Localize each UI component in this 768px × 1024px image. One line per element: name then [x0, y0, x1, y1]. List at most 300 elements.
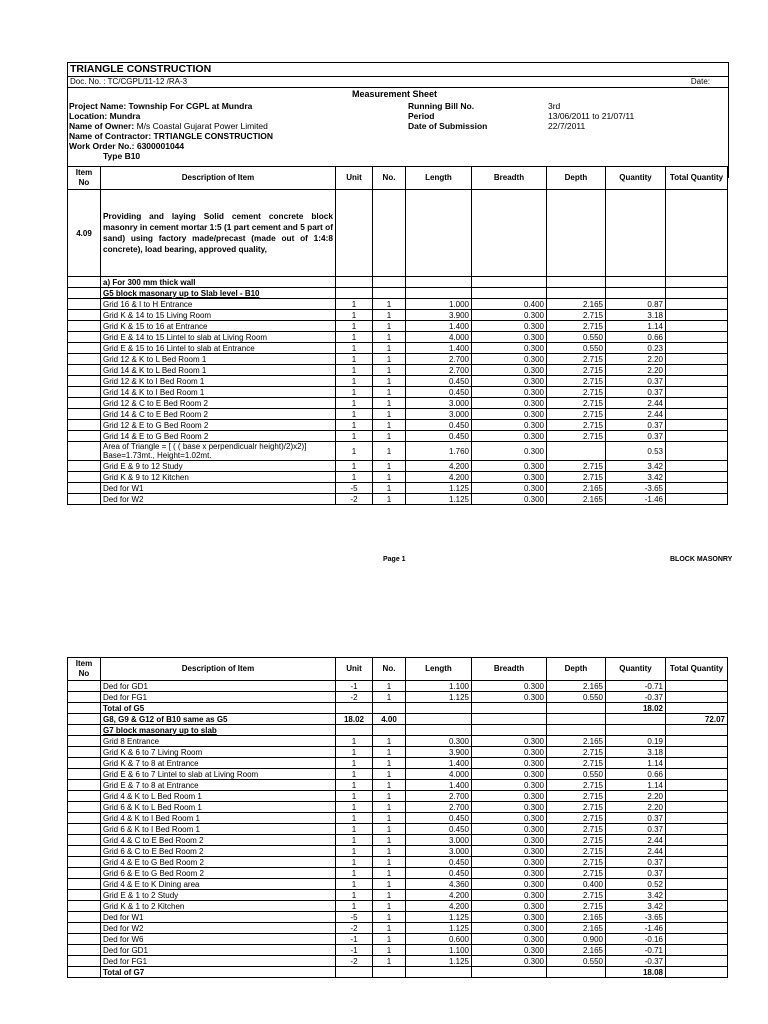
quantity-cell — [606, 288, 666, 299]
length-cell — [406, 725, 472, 736]
unit-cell: -1 — [336, 681, 373, 692]
depth-cell: 2.715 — [547, 472, 606, 483]
no-cell: 1 — [373, 365, 406, 376]
item-no-cell — [68, 857, 101, 868]
total-quantity-cell — [666, 791, 728, 802]
column-header: Description of Item — [101, 658, 336, 681]
table-row — [68, 868, 728, 879]
table-row — [68, 692, 728, 703]
unit-cell: 1 — [336, 835, 373, 846]
unit-cell: 1 — [336, 890, 373, 901]
breadth-cell: 0.300 — [472, 934, 547, 945]
unit-cell: 1 — [336, 868, 373, 879]
depth-cell: 2.715 — [547, 431, 606, 442]
column-header: Depth — [547, 658, 606, 681]
depth-cell: 2.715 — [547, 791, 606, 802]
description-cell: Grid 12 & K to L Bed Room 1 — [101, 354, 336, 365]
quantity-cell: 0.37 — [606, 376, 666, 387]
no-cell: 1 — [373, 747, 406, 758]
quantity-cell — [606, 725, 666, 736]
total-quantity-cell: 72.07 — [666, 714, 728, 725]
depth-cell — [547, 442, 606, 461]
description-cell: Grid 14 & C to E Bed Room 2 — [101, 409, 336, 420]
depth-cell: 2.715 — [547, 857, 606, 868]
unit-cell: 1 — [336, 802, 373, 813]
table-row — [68, 461, 728, 472]
length-cell: 2.700 — [406, 365, 472, 376]
item-no-cell — [68, 912, 101, 923]
quantity-cell: 0.53 — [606, 442, 666, 461]
depth-cell: 2.715 — [547, 365, 606, 376]
column-header: Breadth — [472, 167, 547, 190]
breadth-cell: 0.300 — [472, 835, 547, 846]
description-cell: Grid 6 & K to I Bed Room 1 — [101, 824, 336, 835]
total-quantity-cell — [666, 409, 728, 420]
item-no-cell — [68, 956, 101, 967]
owner — [69, 121, 268, 131]
table-header-row — [68, 167, 728, 190]
depth-cell: 0.550 — [547, 332, 606, 343]
unit-cell: 1 — [336, 846, 373, 857]
unit-cell: 1 — [336, 376, 373, 387]
item-no-cell — [68, 409, 101, 420]
total-quantity-cell — [666, 494, 728, 505]
unit-cell: 1 — [336, 332, 373, 343]
length-cell: 0.300 — [406, 736, 472, 747]
total-quantity-cell — [666, 780, 728, 791]
table-row — [68, 409, 728, 420]
project-info — [68, 87, 728, 178]
item-no-cell — [68, 494, 101, 505]
description-cell: Grid 4 & K to L Bed Room 1 — [101, 791, 336, 802]
depth-cell: 2.715 — [547, 310, 606, 321]
length-cell: 4.000 — [406, 769, 472, 780]
breadth-cell — [472, 714, 547, 725]
description-cell: Grid 8 Entrance — [101, 736, 336, 747]
no-cell: 1 — [373, 692, 406, 703]
table-row — [68, 714, 728, 725]
quantity-cell: -0.71 — [606, 681, 666, 692]
no-cell: 1 — [373, 923, 406, 934]
quantity-cell: 2.20 — [606, 365, 666, 376]
quantity-cell: 3.42 — [606, 472, 666, 483]
no-cell: 1 — [373, 681, 406, 692]
depth-cell: 2.715 — [547, 409, 606, 420]
no-cell: 1 — [373, 321, 406, 332]
total-quantity-cell — [666, 813, 728, 824]
breadth-cell: 0.300 — [472, 912, 547, 923]
breadth-cell: 0.300 — [472, 868, 547, 879]
description-cell: Total of G7 — [101, 967, 336, 978]
length-cell: 4.200 — [406, 901, 472, 912]
quantity-cell: 0.23 — [606, 343, 666, 354]
length-cell: 0.450 — [406, 387, 472, 398]
owner-label: Name of Owner: — [69, 121, 135, 131]
running-bill-label: Running Bill No. — [408, 101, 475, 111]
owner-value: M/s Coastal Gujarat Power Limited — [136, 121, 268, 131]
length-cell — [406, 277, 472, 288]
length-cell: 4.200 — [406, 890, 472, 901]
page-number: Page 1 — [383, 556, 406, 563]
column-header: Description of Item — [101, 167, 336, 190]
total-quantity-cell — [666, 365, 728, 376]
item-no-cell — [68, 714, 101, 725]
table-row — [68, 758, 728, 769]
table-row — [68, 945, 728, 956]
empty-cell — [666, 190, 728, 277]
item-no-cell — [68, 472, 101, 483]
quantity-cell: 18.02 — [606, 703, 666, 714]
table-row — [68, 967, 728, 978]
quantity-cell — [606, 714, 666, 725]
total-quantity-cell — [666, 857, 728, 868]
length-cell: 1.760 — [406, 442, 472, 461]
quantity-cell: -0.37 — [606, 692, 666, 703]
no-cell: 1 — [373, 310, 406, 321]
table-row — [68, 376, 728, 387]
length-cell — [406, 288, 472, 299]
depth-cell: 2.165 — [547, 483, 606, 494]
item-no-cell — [68, 365, 101, 376]
depth-cell: 2.165 — [547, 912, 606, 923]
breadth-cell: 0.300 — [472, 354, 547, 365]
measurement-table-page-1 — [67, 166, 728, 505]
description-cell: Grid 4 & E to K Dining area — [101, 879, 336, 890]
table-row — [68, 736, 728, 747]
total-quantity-cell — [666, 945, 728, 956]
table-row — [68, 354, 728, 365]
quantity-cell: 0.66 — [606, 332, 666, 343]
total-quantity-cell — [666, 332, 728, 343]
no-cell: 1 — [373, 431, 406, 442]
quantity-cell: 1.14 — [606, 758, 666, 769]
length-cell — [406, 714, 472, 725]
total-quantity-cell — [666, 890, 728, 901]
column-header: Quantity — [606, 167, 666, 190]
item-no-cell — [68, 376, 101, 387]
no-cell: 1 — [373, 901, 406, 912]
unit-cell: 1 — [336, 387, 373, 398]
description-cell: Area of Triangle = [ ( ( base x perpendicualr height)/2)x2)] Base=1.73mt., Height=1.02mt. — [101, 442, 336, 461]
item-no-cell — [68, 703, 101, 714]
unit-cell: 1 — [336, 343, 373, 354]
breadth-cell: 0.300 — [472, 813, 547, 824]
depth-cell: 2.715 — [547, 461, 606, 472]
item-no-cell — [68, 398, 101, 409]
unit-cell: 1 — [336, 824, 373, 835]
unit-cell: 1 — [336, 431, 373, 442]
quantity-cell: 2.20 — [606, 354, 666, 365]
description-cell: Total of G5 — [101, 703, 336, 714]
depth-cell: 2.715 — [547, 802, 606, 813]
depth-cell: 2.715 — [547, 890, 606, 901]
breadth-cell: 0.300 — [472, 945, 547, 956]
total-quantity-cell — [666, 398, 728, 409]
empty-cell — [406, 190, 472, 277]
type-label: Type B10 — [103, 151, 141, 161]
no-cell — [373, 725, 406, 736]
table-row — [68, 890, 728, 901]
period-value: 13/06/2011 to 21/07/11 — [548, 111, 635, 121]
total-quantity-cell — [666, 879, 728, 890]
quantity-cell: 0.37 — [606, 824, 666, 835]
table-row — [68, 934, 728, 945]
description-cell: Grid E & 7 to 8 at Entrance — [101, 780, 336, 791]
description-cell: Grid K & 15 to 16 at Entrance — [101, 321, 336, 332]
total-quantity-cell — [666, 934, 728, 945]
empty-cell — [336, 190, 373, 277]
total-quantity-cell — [666, 288, 728, 299]
description-cell: Ded for GD1 — [101, 945, 336, 956]
table-row — [68, 835, 728, 846]
sheet-header — [67, 62, 729, 178]
quantity-cell: -1.46 — [606, 494, 666, 505]
item-no-cell — [68, 934, 101, 945]
quantity-cell: 0.37 — [606, 868, 666, 879]
submission-value: 22/7/2011 — [548, 121, 586, 131]
column-header: Length — [406, 658, 472, 681]
description-cell: Ded for W6 — [101, 934, 336, 945]
item-no-cell — [68, 483, 101, 494]
column-header: Length — [406, 167, 472, 190]
column-header: No. — [373, 658, 406, 681]
depth-cell — [547, 967, 606, 978]
description-cell: Grid 12 & E to G Bed Room 2 — [101, 420, 336, 431]
table-row — [68, 747, 728, 758]
breadth-cell: 0.300 — [472, 824, 547, 835]
quantity-cell: 0.52 — [606, 879, 666, 890]
breadth-cell — [472, 277, 547, 288]
item-no-cell — [68, 310, 101, 321]
description-cell: Grid E & 14 to 15 Lintel to slab at Living Room — [101, 332, 336, 343]
breadth-cell: 0.300 — [472, 310, 547, 321]
unit-cell: 1 — [336, 461, 373, 472]
no-cell: 1 — [373, 758, 406, 769]
item-no-cell — [68, 769, 101, 780]
table-row — [68, 846, 728, 857]
depth-cell — [547, 277, 606, 288]
total-quantity-cell — [666, 703, 728, 714]
depth-cell: 0.900 — [547, 934, 606, 945]
length-cell: 3.000 — [406, 398, 472, 409]
total-quantity-cell — [666, 802, 728, 813]
quantity-cell: 0.37 — [606, 387, 666, 398]
total-quantity-cell — [666, 725, 728, 736]
depth-cell: 2.715 — [547, 747, 606, 758]
table-row — [68, 277, 728, 288]
table-row — [68, 365, 728, 376]
table-header-row — [68, 658, 728, 681]
depth-cell: 2.165 — [547, 299, 606, 310]
breadth-cell: 0.300 — [472, 747, 547, 758]
breadth-cell: 0.300 — [472, 879, 547, 890]
total-quantity-cell — [666, 967, 728, 978]
table-row — [68, 431, 728, 442]
depth-cell: 2.715 — [547, 846, 606, 857]
column-header: Depth — [547, 167, 606, 190]
depth-cell: 2.715 — [547, 835, 606, 846]
table-row — [68, 703, 728, 714]
length-cell: 3.000 — [406, 409, 472, 420]
depth-cell: 2.715 — [547, 321, 606, 332]
breadth-cell: 0.300 — [472, 802, 547, 813]
unit-cell: -1 — [336, 945, 373, 956]
item-no-cell — [68, 321, 101, 332]
unit-cell: -2 — [336, 956, 373, 967]
breadth-cell: 0.300 — [472, 692, 547, 703]
unit-cell: 1 — [336, 409, 373, 420]
no-cell: 1 — [373, 420, 406, 431]
breadth-cell: 0.300 — [472, 398, 547, 409]
unit-cell: 1 — [336, 813, 373, 824]
doc-number: Doc. No. : TC/CGPL/11-12 /RA-3 — [70, 77, 188, 86]
quantity-cell: -3.65 — [606, 912, 666, 923]
length-cell: 0.450 — [406, 857, 472, 868]
no-cell — [373, 967, 406, 978]
breadth-cell: 0.300 — [472, 472, 547, 483]
length-cell: 1.125 — [406, 923, 472, 934]
quantity-cell: 2.44 — [606, 846, 666, 857]
item-no-cell — [68, 277, 101, 288]
breadth-cell: 0.300 — [472, 857, 547, 868]
total-quantity-cell — [666, 431, 728, 442]
no-cell: 1 — [373, 299, 406, 310]
length-cell: 1.125 — [406, 692, 472, 703]
no-cell: 1 — [373, 343, 406, 354]
quantity-cell: -0.16 — [606, 934, 666, 945]
length-cell: 0.450 — [406, 813, 472, 824]
total-quantity-cell — [666, 824, 728, 835]
no-cell: 1 — [373, 945, 406, 956]
depth-cell: 0.550 — [547, 692, 606, 703]
breadth-cell: 0.300 — [472, 420, 547, 431]
item-no-cell — [68, 725, 101, 736]
description-cell: Grid K & 6 to 7 Living Room — [101, 747, 336, 758]
total-quantity-cell — [666, 846, 728, 857]
table-row — [68, 791, 728, 802]
depth-cell: 2.715 — [547, 758, 606, 769]
table-row — [68, 780, 728, 791]
length-cell: 3.000 — [406, 835, 472, 846]
item-no-cell — [68, 461, 101, 472]
item-no-cell — [68, 692, 101, 703]
total-quantity-cell — [666, 912, 728, 923]
description-cell: Grid K & 7 to 8 at Entrance — [101, 758, 336, 769]
table-row — [68, 769, 728, 780]
no-cell: 1 — [373, 736, 406, 747]
breadth-cell — [472, 967, 547, 978]
unit-cell: 1 — [336, 299, 373, 310]
unit-cell: 1 — [336, 758, 373, 769]
length-cell: 1.125 — [406, 483, 472, 494]
table-row — [68, 420, 728, 431]
no-cell: 1 — [373, 868, 406, 879]
length-cell: 1.125 — [406, 494, 472, 505]
total-quantity-cell — [666, 769, 728, 780]
no-cell: 1 — [373, 846, 406, 857]
item-no-cell — [68, 387, 101, 398]
table-row — [68, 824, 728, 835]
no-cell: 1 — [373, 802, 406, 813]
depth-cell: 2.715 — [547, 398, 606, 409]
unit-cell: 1 — [336, 420, 373, 431]
quantity-cell: 3.18 — [606, 310, 666, 321]
no-cell: 1 — [373, 472, 406, 483]
description-cell: a) For 300 mm thick wall — [101, 277, 336, 288]
length-cell: 4.360 — [406, 879, 472, 890]
unit-cell: 1 — [336, 398, 373, 409]
depth-cell — [547, 725, 606, 736]
table-row — [68, 923, 728, 934]
table-row — [68, 912, 728, 923]
quantity-cell: 2.44 — [606, 835, 666, 846]
breadth-cell: 0.300 — [472, 461, 547, 472]
description-cell: Grid 4 & E to G Bed Room 2 — [101, 857, 336, 868]
depth-cell: 2.715 — [547, 813, 606, 824]
item-no-cell — [68, 791, 101, 802]
section-footer: BLOCK MASONRY — [670, 556, 733, 563]
doc-number-row — [68, 77, 728, 87]
length-cell: 0.450 — [406, 420, 472, 431]
quantity-cell — [606, 277, 666, 288]
breadth-cell: 0.400 — [472, 299, 547, 310]
total-quantity-cell — [666, 387, 728, 398]
length-cell: 1.400 — [406, 343, 472, 354]
unit-cell: 18.02 — [336, 714, 373, 725]
no-cell: 1 — [373, 483, 406, 494]
depth-cell: 2.165 — [547, 736, 606, 747]
description-cell: Ded for GD1 — [101, 681, 336, 692]
length-cell: 1.400 — [406, 321, 472, 332]
no-cell: 1 — [373, 934, 406, 945]
length-cell: 4.000 — [406, 332, 472, 343]
table-row — [68, 387, 728, 398]
breadth-cell: 0.300 — [472, 846, 547, 857]
item-no-cell — [68, 332, 101, 343]
no-cell: 4.00 — [373, 714, 406, 725]
table-row — [68, 483, 728, 494]
length-cell: 2.700 — [406, 354, 472, 365]
table-row — [68, 725, 728, 736]
length-cell: 0.450 — [406, 868, 472, 879]
unit-cell: 1 — [336, 780, 373, 791]
running-bill-value: 3rd — [548, 101, 561, 111]
breadth-cell: 0.300 — [472, 321, 547, 332]
item-no-cell — [68, 747, 101, 758]
description-cell: Grid 14 & K to I Bed Room 1 — [101, 387, 336, 398]
item-no-cell — [68, 288, 101, 299]
breadth-cell: 0.300 — [472, 387, 547, 398]
item-no-cell — [68, 442, 101, 461]
total-quantity-cell — [666, 681, 728, 692]
depth-cell: 2.715 — [547, 824, 606, 835]
quantity-cell: 0.87 — [606, 299, 666, 310]
description-cell: Grid 6 & C to E Bed Room 2 — [101, 846, 336, 857]
table-row — [68, 398, 728, 409]
no-cell: 1 — [373, 376, 406, 387]
length-cell: 4.200 — [406, 461, 472, 472]
length-cell — [406, 703, 472, 714]
table-row — [68, 472, 728, 483]
item-no-cell — [68, 967, 101, 978]
quantity-cell: 3.18 — [606, 747, 666, 758]
description-cell: G7 block masonary up to slab — [101, 725, 336, 736]
no-cell: 1 — [373, 857, 406, 868]
unit-cell: 1 — [336, 769, 373, 780]
table-row — [68, 310, 728, 321]
breadth-cell: 0.300 — [472, 409, 547, 420]
total-quantity-cell — [666, 461, 728, 472]
